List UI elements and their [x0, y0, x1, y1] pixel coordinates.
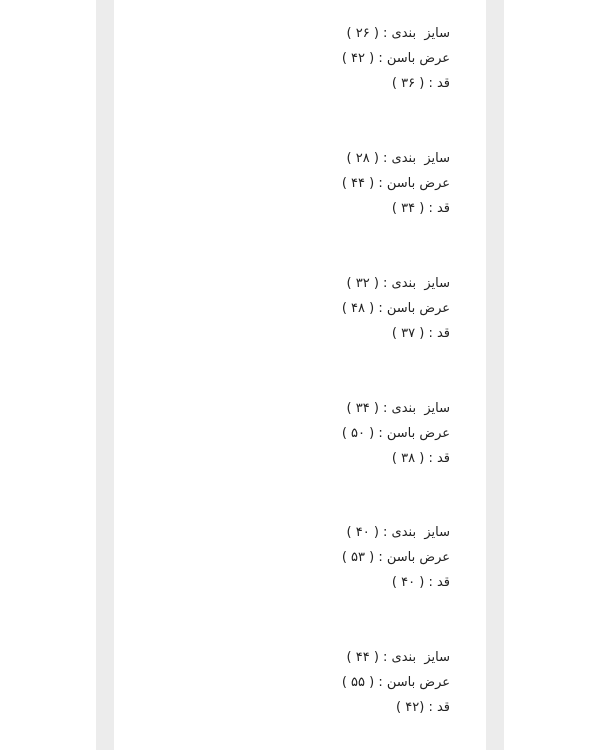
size-label: سایز بندی : ( ۳۴ ) [346, 401, 450, 416]
size-entry-1 [210, 21, 450, 96]
height-label: قد : (۴۲ ) [396, 700, 450, 715]
left-gutter [96, 0, 114, 750]
hip-width-label: عرض باسن : ( ۴۴ ) [341, 176, 450, 191]
size-label: سایز بندی : ( ۲۸ ) [346, 151, 450, 166]
height-label: قد : ( ۳۴ ) [391, 201, 450, 216]
hip-width-label: عرض باسن : ( ۵۳ ) [341, 550, 450, 565]
size-entry-3 [210, 271, 450, 346]
height-label: قد : ( ۳۷ ) [391, 326, 450, 341]
size-label: سایز بندی : ( ۴۰ ) [346, 525, 450, 540]
size-label: سایز بندی : ( ۲۶ ) [346, 26, 450, 41]
height-label: قد : ( ۴۰ ) [391, 575, 450, 590]
size-entry-5 [210, 520, 450, 595]
hip-width-label: عرض باسن : ( ۴۸ ) [341, 301, 450, 316]
hip-width-label: عرض باسن : ( ۴۲ ) [341, 51, 450, 66]
height-label: قد : ( ۳۶ ) [391, 76, 450, 91]
size-entry-4 [210, 396, 450, 471]
size-label: سایز بندی : ( ۳۲ ) [346, 276, 450, 291]
hip-width-label: عرض باسن : ( ۵۰ ) [341, 426, 450, 441]
hip-width-label: عرض باسن : ( ۵۵ ) [341, 675, 450, 690]
height-label: قد : ( ۳۸ ) [391, 451, 450, 466]
size-label: سایز بندی : ( ۴۴ ) [346, 650, 450, 665]
size-chart-card [114, 0, 486, 750]
right-gutter [486, 0, 504, 750]
size-entry-6 [210, 645, 450, 720]
size-entry-2 [210, 146, 450, 221]
